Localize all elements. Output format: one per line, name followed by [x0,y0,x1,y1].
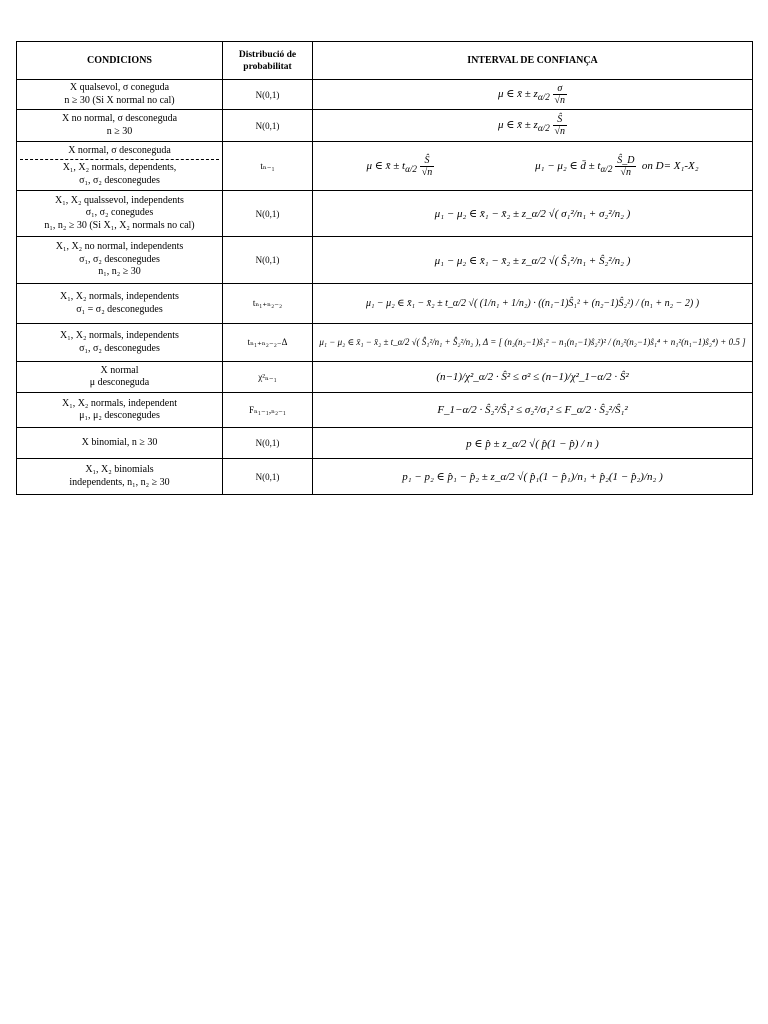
distribution-cell: χ²ₙ₋₁ [223,362,313,393]
table-row [17,237,753,284]
conditions-cell: X₁, X₂ normals, independents σ₁, σ₂ desconegudes [17,324,223,362]
conditions-cell: X normal μ desconeguda [17,362,223,393]
conditions-cell: X normal, σ desconeguda X₁, X₂ normals, dependents, σ₁, σ₂ desconegudes [17,142,223,191]
distribution-cell: N(0,1) [223,237,313,284]
interval-formula: μ₁ − μ₂ ∈ x̄₁ − x̄₂ ± t_α/2 √( (1/n₁ + 1/n₂) · ((n₁−1)Ŝ₁² + (n₂−1)Ŝ₂²) / (n₁ + n₂ − 2) ) [313,284,753,324]
interval-formula: μ₁ − μ₂ ∈ x̄₁ − x̄₂ ± t_α/2 √( Ŝ₁²/n₁ + Ŝ₂²/n₂ ), Δ = [ (n₂(n₂−1)ŝ₁² − n₁(n₁−1)ŝ₂²)² / (n₂²(n₂−1)ŝ₁⁴ + n₁²(n₁−1)ŝ₂⁴) + 0.5 ] [313,324,753,362]
distribution-cell: N(0,1) [223,428,313,459]
conditions-cell: X₁, X₂ normals, independent μ₁, μ₂ desconegudes [17,393,223,428]
interval-formula [313,142,753,191]
table-row [17,393,753,428]
conditions-cell: X qualsevol, σ coneguda n ≥ 30 (Si X normal no cal) [17,80,223,110]
table-row [17,191,753,237]
interval-formula: F_1−α/2 · Ŝ₂²/Ŝ₁² ≤ σ₂²/σ₁² ≤ F_α/2 · Ŝ₂²/Ŝ₁² [313,393,753,428]
dashed-divider [20,159,219,160]
table-row [17,80,753,110]
conditions-cell: X no normal, σ desconeguda n ≥ 30 [17,110,223,142]
interval-formula-right: μ₁ − μ₂ ∈ d̄ ± $t_{\alpha/2}$ $\frac{Ŝ\_D}{√n}$ on D= X₁-X₂ [535,154,699,178]
distribution-cell: tₙ₁₊ₙ₂₋₂₋Δ [223,324,313,362]
header-conditions: CONDICIONS [17,42,223,80]
interval-formula-left: μ ∈ x̄ ± $t_{\alpha/2}$ $\frac{Ŝ}{√n}$ [366,154,433,178]
distribution-cell: tₙ₋₁ [223,142,313,191]
interval-formula: μ ∈ x̄ ± $z_{\alpha/2}$ $\frac{Ŝ}{√n}$ [313,110,753,142]
interval-formula: p ∈ p̂ ± z_α/2 √( p̂(1 − p̂) / n ) [313,428,753,459]
interval-formula: μ₁ − μ₂ ∈ x̄₁ − x̄₂ ± z_α/2 √( σ₁²/n₁ + σ₂²/n₂ ) [313,191,753,237]
table-row [17,110,753,142]
table-row [17,284,753,324]
header-distribution: Distribució de probabilitat [223,42,313,80]
interval-formula: μ₁ − μ₂ ∈ x̄₁ − x̄₂ ± z_α/2 √( Ŝ₁²/n₁ + Ŝ₂²/n₂ ) [313,237,753,284]
conditions-cell: X₁, X₂ qualssevol, independents σ₁, σ₂ conegudes n₁, n₂ ≥ 30 (Si X₁, X₂ normals no cal) [17,191,223,237]
table-row [17,362,753,393]
distribution-cell: N(0,1) [223,191,313,237]
interval-formula: μ ∈ x̄ ± $z_{\alpha/2}$ $\frac{\sigma}{√n}$ [313,80,753,110]
table-row [17,142,753,191]
distribution-cell: N(0,1) [223,459,313,495]
confidence-interval-table [16,41,753,495]
conditions-cell: X binomial, n ≥ 30 [17,428,223,459]
interval-formula: p₁ − p₂ ∈ p̂₁ − p̂₂ ± z_α/2 √( p̂₁(1 − p̂₁)/n₁ + p̂₂(1 − p̂₂)/n₂ ) [313,459,753,495]
distribution-cell: tₙ₁₊ₙ₂₋₂ [223,284,313,324]
conditions-cell: X₁, X₂ normals, independents σ₁ = σ₂ desconegudes [17,284,223,324]
table-row [17,324,753,362]
conditions-cell: X₁, X₂ no normal, independents σ₁, σ₂ desconegudes n₁, n₂ ≥ 30 [17,237,223,284]
header-interval: INTERVAL DE CONFIANÇA [313,42,753,80]
table-row [17,428,753,459]
header-row [17,42,753,80]
distribution-cell: N(0,1) [223,80,313,110]
interval-formula: (n−1)/χ²_α/2 · Ŝ² ≤ σ² ≤ (n−1)/χ²_1−α/2 · Ŝ² [313,362,753,393]
conditions-cell: X₁, X₂ binomials independents, n₁, n₂ ≥ 30 [17,459,223,495]
distribution-cell: Fₙ₁₋₁,ₙ₂₋₁ [223,393,313,428]
table-row [17,459,753,495]
distribution-cell: N(0,1) [223,110,313,142]
